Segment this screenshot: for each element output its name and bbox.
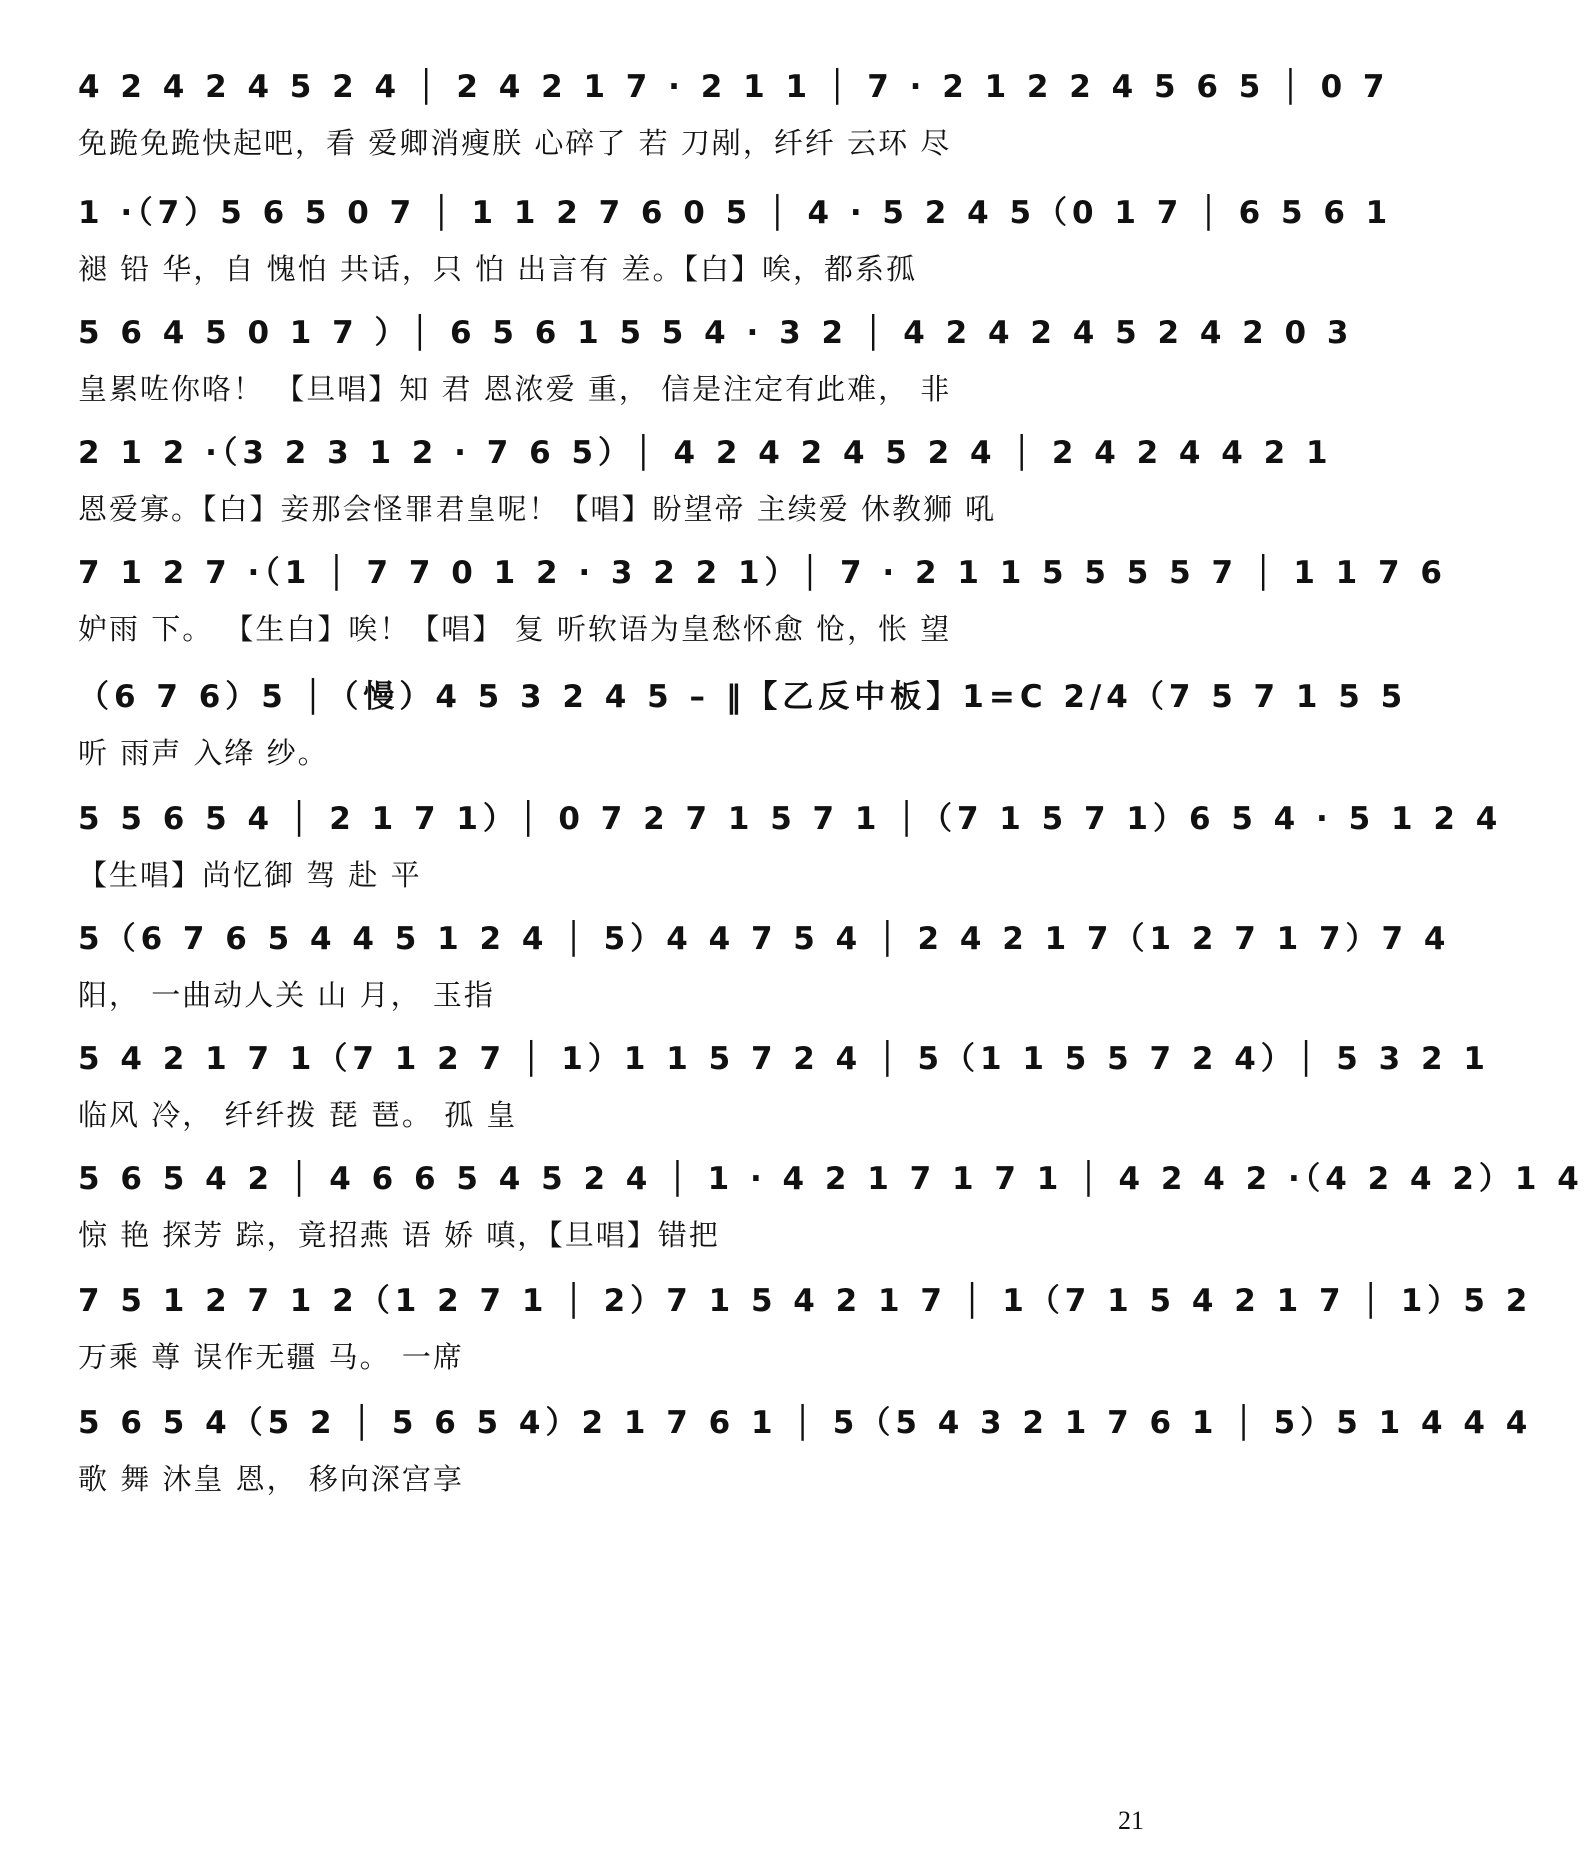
score-system-6 — [78, 672, 1408, 802]
score-system-9 — [78, 1034, 1490, 1164]
score-system-1 — [78, 62, 1390, 192]
score-system-4 — [78, 428, 1333, 558]
lyrics-line: 皇累咗你咯！ 【旦唱】知 君 恩浓爱 重， 信是注定有此难， 非 — [78, 372, 952, 406]
jianpu-notes: 7 1 2 7 ·（1 │ 7 7 0 1 2 · 3 2 2 1）│ 7 · 2 1 1 5 5 5 5 7 │ 1 1 7 6 — [78, 555, 1447, 591]
lyrics-line: 歌 舞 沐皇 恩， 移向深宫享 — [78, 1462, 464, 1496]
jianpu-notes: 4 2 4 2 4 5 2 4 │ 2 4 2 1 7 · 2 1 1 │ 7 · 2 1 2 2 4 5 6 5 │ 0 7 — [78, 69, 1390, 105]
lyrics-line: 妒雨 下。 【生白】唉！【唱】 复 听软语为皇愁怀愈 怆，怅 望 — [78, 612, 952, 646]
lyrics-line: 临风 冷， 纤纤拨 琵 琶。 孤 皇 — [78, 1098, 518, 1132]
score-system-5 — [78, 548, 1447, 678]
lyrics-line: 阳， 一曲动人关 山 月， 玉指 — [78, 978, 495, 1012]
score-system-2 — [78, 188, 1393, 318]
lyrics-line: 万乘 尊 误作无疆 马。 一席 — [78, 1340, 464, 1374]
jianpu-notes: （6 7 6）5 │（慢）4 5 3 2 4 5 – ‖【乙反中板】1=C 2/4（7 5 7 1 5 5 — [78, 679, 1408, 715]
jianpu-notes: 5 6 5 4（5 2 │ 5 6 5 4）2 1 7 6 1 │ 5（5 4 3 2 1 7 6 1 │ 5）5 1 4 4 4 — [78, 1405, 1533, 1441]
lyrics-line: 恩爱寡。【白】妾那会怪罪君皇呢！【唱】盼望帝 主续爱 休教狮 吼 — [78, 492, 997, 526]
jianpu-notes: 2 1 2 ·（3 2 3 1 2 · 7 6 5）│ 4 2 4 2 4 5 2 4 │ 2 4 2 4 4 2 1 — [78, 435, 1333, 471]
score-system-3 — [78, 308, 1354, 438]
jianpu-notes: 5 4 2 1 7 1（7 1 2 7 │ 1）1 1 5 7 2 4 │ 5（1 1 5 5 7 2 4）│ 5 3 2 1 — [78, 1041, 1490, 1077]
lyrics-line: 免跪免跪快起吧，看 爱卿消瘦朕 心碎了 若 刀剐，纤纤 云环 尽 — [78, 126, 952, 160]
score-system-10 — [78, 1154, 1584, 1284]
jianpu-notes: 5 5 6 5 4 │ 2 1 7 1）│ 0 7 2 7 1 5 7 1 │（7 1 5 7 1）6 5 4 · 5 1 2 4 — [78, 801, 1503, 837]
lyrics-line: 褪 铅 华，自 愧怕 共话，只 怕 出言有 差。【白】唉，都系孤 — [78, 252, 918, 286]
lyrics-line: 【生唱】尚忆御 驾 赴 平 — [78, 858, 422, 892]
jianpu-notes: 7 5 1 2 7 1 2（1 2 7 1 │ 2）7 1 5 4 2 1 7 │ 1（7 1 5 4 2 1 7 │ 1）5 2 — [78, 1283, 1533, 1319]
score-system-11 — [78, 1276, 1533, 1406]
jianpu-notes: 5 6 5 4 2 │ 4 6 6 5 4 5 2 4 │ 1 · 4 2 1 7 1 7 1 │ 4 2 4 2 ·（4 2 4 2）1 4 — [78, 1161, 1584, 1197]
jianpu-notes: 1 ·（7）5 6 5 0 7 │ 1 1 2 7 6 0 5 │ 4 · 5 2 4 5（0 1 7 │ 6 5 6 1 — [78, 195, 1393, 231]
lyrics-line: 惊 艳 探芳 踪，竟招燕 语 娇 嗔，【旦唱】错把 — [78, 1218, 720, 1252]
score-system-12 — [78, 1398, 1533, 1528]
score-system-7 — [78, 794, 1503, 924]
jianpu-notes: 5 6 4 5 0 1 7 ）│ 6 5 6 1 5 5 4 · 3 2 │ 4 2 4 2 4 5 2 4 2 0 3 — [78, 315, 1354, 351]
lyrics-line: 听 雨声 入绛 纱。 — [78, 736, 329, 770]
jianpu-notes: 5（6 7 6 5 4 4 5 1 2 4 │ 5）4 4 7 5 4 │ 2 4 2 1 7（1 2 7 1 7）7 4 — [78, 921, 1451, 957]
page-number: 21 — [1118, 1806, 1144, 1835]
score-system-8 — [78, 914, 1451, 1044]
